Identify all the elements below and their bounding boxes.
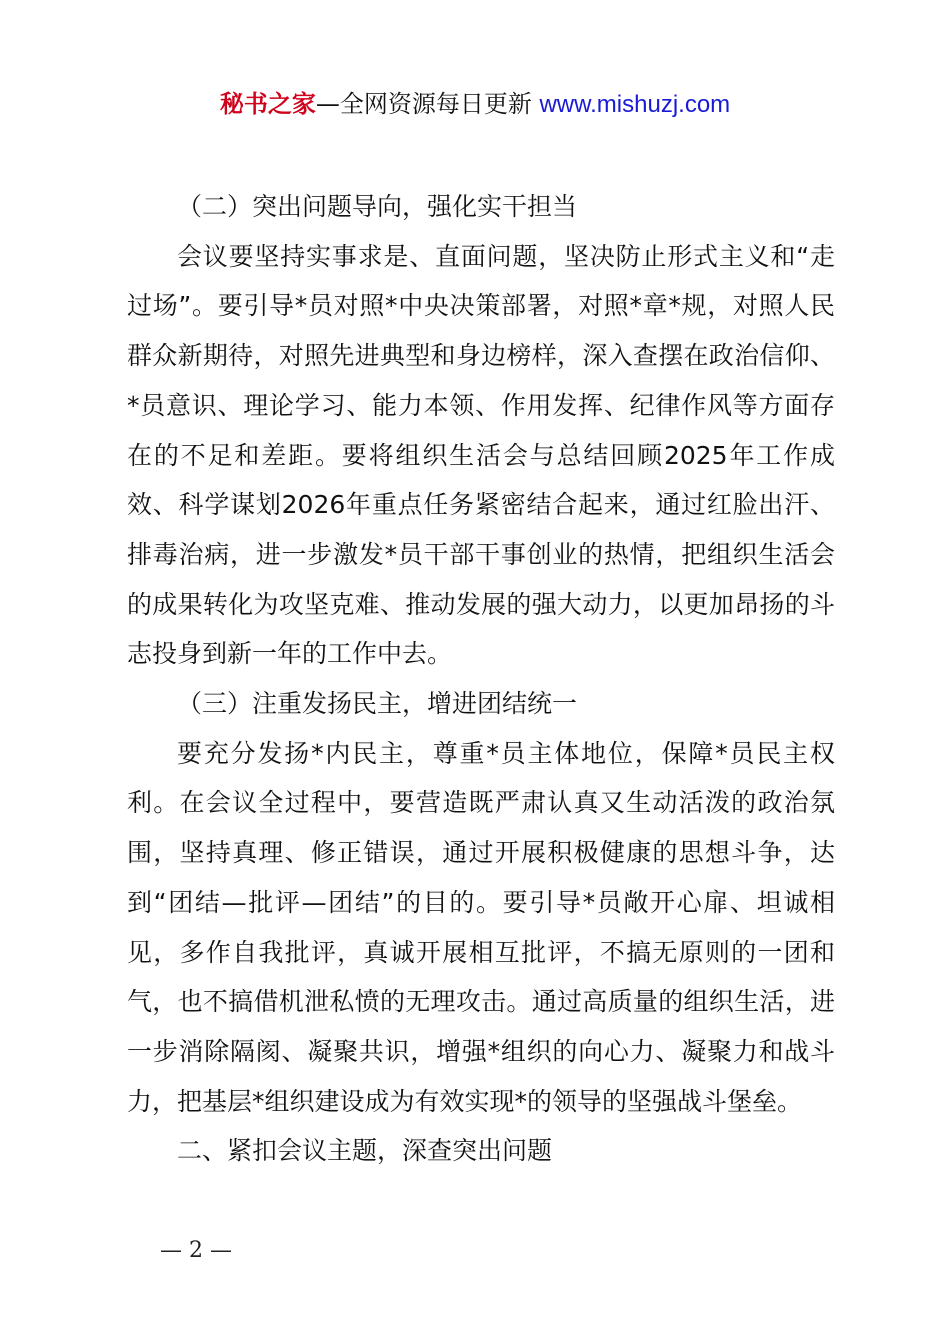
section-3-heading: （三）注重发扬民主，增进团结统一 (177, 689, 578, 719)
header-tagline: —全网资源每日更新 (315, 90, 540, 118)
section-3-paragraph: 要充分发扬*内民主，尊重*员主体地位，保障*员民主权利。在会议全过程中，要营造既严肃认真又生动活泼的政治氛围，坚持真理、修正错误，通过开展积极健康的思想斗争，达到“团结—批评—团结”的目的。要引导*员敞开心扉、坦诚相见，多作自我批评，真诚开展相互批评，不搞无原则的一团和气，也不搞借机泄私愤的无理攻击。通过高质量的组织生活，进一步消除隔阂、凝聚共识，增强*组织的向心力、凝聚力和战斗力，把基层*组织建设成为有效实现*的领导的坚强战斗堡垒。 (127, 738, 835, 1116)
section-2-heading: （二）突出问题导向，强化实干担当 (177, 192, 578, 221)
document-body (127, 182, 835, 1176)
site-url-link[interactable]: www.mishuzj.com (539, 91, 731, 118)
section-2-paragraph: 会议要坚持实事求是、直面问题，坚决防止形式主义和“走过场”。要引导*员对照*中央决策部署，对照*章*规，对照人民群众新期待，对照先进典型和身边榜样，深入查摆在政治信仰、*员意识、理论学习、能力本领、作用发挥、纪律作风等方面存在的不足和差距。要将组织生活会与总结回顾2025年工作成效、科学谋划2026年重点任务紧密结合起来，通过红脸出汗、排毒治病，进一步激发*员干部干事创业的热情，把组织生活会的成果转化为攻坚克难、推动发展的强大动力，以更加昂扬的斗志投身到新一年的工作中去。 (127, 241, 835, 669)
brand-name: 秘书之家 (219, 90, 316, 118)
site-header (0, 86, 950, 123)
page-number: — 2 — (160, 1238, 232, 1263)
part-2-heading: 二、紧扣会议主题，深查突出问题 (177, 1136, 553, 1166)
